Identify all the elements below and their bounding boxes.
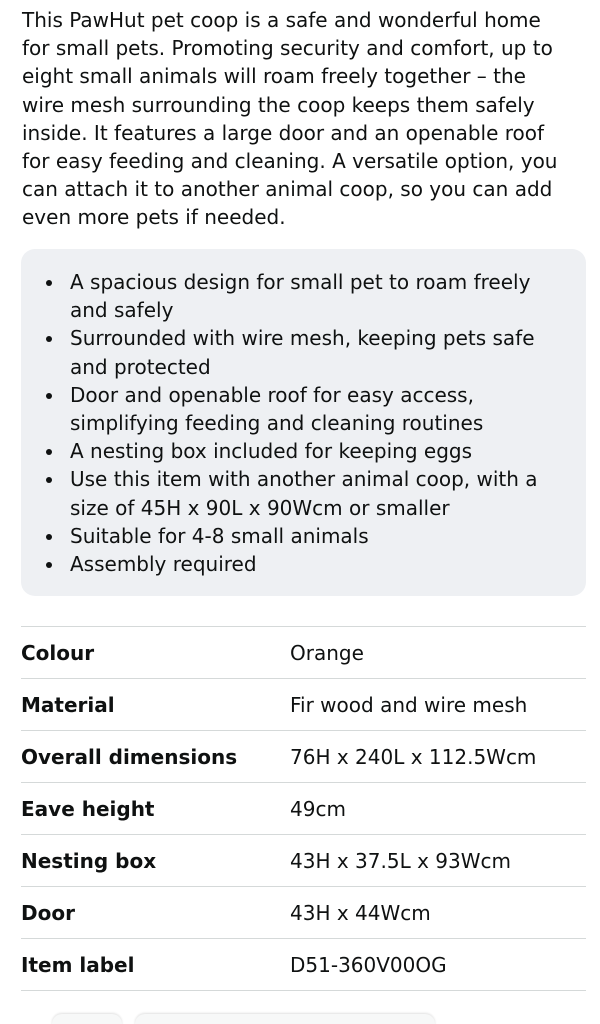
feature-text: Use this item with another animal coop, with a <box>70 467 538 492</box>
feature-text: and safely <box>70 298 174 323</box>
feature-bullets-box <box>21 249 586 596</box>
spec-value: Fir wood and wire mesh <box>290 693 528 717</box>
description-line: eight small animals will roam freely together – the <box>22 64 526 89</box>
spec-label: Item label <box>21 953 135 977</box>
feature-item <box>21 381 566 437</box>
spec-label: Door <box>21 901 75 925</box>
description-line: for small pets. Promoting security and comfort, up to <box>22 36 553 61</box>
feature-item <box>21 550 566 578</box>
feature-item <box>21 268 566 324</box>
bullet-icon <box>46 562 52 568</box>
bullet-icon <box>46 449 52 455</box>
spec-value: Orange <box>290 641 364 665</box>
product-description <box>22 6 582 232</box>
spec-label: Material <box>21 693 115 717</box>
description-line: wire mesh surrounding the coop keeps them safely <box>22 92 535 117</box>
bullet-icon <box>46 534 52 540</box>
spec-value: 43H x 44Wcm <box>290 901 431 925</box>
description-line: inside. It features a large door and an openable roof <box>22 120 545 145</box>
feature-item <box>21 324 566 380</box>
description-line: even more pets if needed. <box>22 205 286 230</box>
feature-item <box>21 465 566 521</box>
spec-value: 49cm <box>290 797 346 821</box>
feature-text: simplifying feeding and cleaning routines <box>70 411 484 436</box>
spec-row-nesting-box <box>21 835 586 887</box>
spec-row-colour <box>21 627 586 679</box>
feature-text: Door and openable roof for easy access, <box>70 382 474 407</box>
spec-value: 43H x 37.5L x 93Wcm <box>290 849 511 873</box>
feature-text: size of 45H x 90L x 90Wcm or smaller <box>70 495 450 520</box>
spec-label: Overall dimensions <box>21 745 238 769</box>
bottom-control-edge <box>135 1014 435 1024</box>
spec-row-door <box>21 887 586 939</box>
description-line: This PawHut pet coop is a safe and wonderful home <box>22 8 541 32</box>
spec-value: 76H x 240L x 112.5Wcm <box>290 745 537 769</box>
spec-label: Colour <box>21 641 95 665</box>
feature-item <box>21 437 566 465</box>
spec-label: Nesting box <box>21 849 157 873</box>
specifications-table <box>21 626 586 991</box>
feature-text: Assembly required <box>70 552 257 577</box>
bullet-icon <box>46 393 52 399</box>
feature-text: A spacious design for small pet to roam freely <box>70 270 531 294</box>
spec-label: Eave height <box>21 797 155 821</box>
spec-value: D51-360V00OG <box>290 953 447 977</box>
feature-text: A nesting box included for keeping eggs <box>70 439 473 464</box>
feature-list <box>21 268 566 578</box>
feature-text: Surrounded with wire mesh, keeping pets safe <box>70 326 535 351</box>
spec-row-item-label <box>21 939 586 991</box>
bullet-icon <box>46 477 52 483</box>
bullet-icon <box>46 336 52 342</box>
feature-text: and protected <box>70 354 211 379</box>
bottom-control-edge <box>52 1014 122 1024</box>
spec-row-eave-height <box>21 783 586 835</box>
feature-item <box>21 522 566 550</box>
description-line: for easy feeding and cleaning. A versatile option, you <box>22 149 558 174</box>
spec-row-material <box>21 679 586 731</box>
feature-text: Suitable for 4-8 small animals <box>70 523 369 548</box>
spec-row-overall-dimensions <box>21 731 586 783</box>
description-line: can attach it to another animal coop, so you can add <box>22 177 553 202</box>
bullet-icon <box>46 280 52 286</box>
